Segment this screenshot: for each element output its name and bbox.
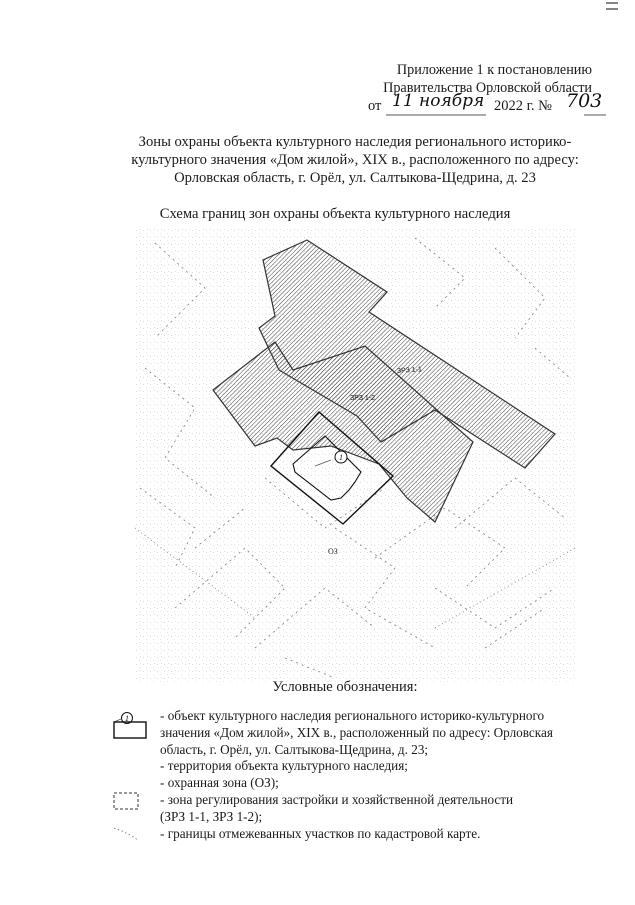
legend-protection-zone-line: - охранная зона (ОЗ); [160,775,279,791]
zone-1-1-label: ЗРЗ 1-1 [396,366,423,375]
scheme-title: Схема границ зон охраны объекта культурного наследия [159,206,511,222]
title-line-2: культурного значения «Дом жилой», XIX в., расположенного по адресу: [131,152,579,168]
svg-text:1: 1 [125,714,129,723]
legend-cadastral-line: - границы отмежеванных участков по кадастровой карте. [160,825,481,841]
legend-item-object [100,708,600,758]
date-day-month: 11 ноября [392,91,485,111]
date-prefix: от [368,98,382,114]
object-number-label: 1 [339,453,343,462]
regulation-zone-icon [100,790,148,810]
legend-regulation-line-1: - зона регулирования застройки и хозяйственной деятельности [160,791,514,807]
decree-number: 703 [566,90,603,112]
appendix-line-2: Правительства Орловской области [383,80,592,96]
legend-item-territory [100,758,600,775]
corner-mark [604,0,620,14]
protection-zone-label: ОЗ [328,547,338,556]
legend-item-regulation-zone [100,792,600,826]
title-line-1: Зоны охраны объекта культурного наследия регионального историко- [138,134,572,150]
legend-regulation-line-2: (ЗРЗ 1-1, ЗРЗ 1-2); [160,808,263,824]
decree-date-line [360,90,603,119]
legend-object-line-3: область, г. Орёл, ул. Салтыкова-Щедрина, д. 23; [160,741,429,757]
title-line-3: Орловская область, г. Орёл, ул. Салтыкова-Щедрина, д. 23 [174,170,536,186]
date-year: 2022 г. № [494,98,553,114]
territory-rect-icon [100,720,148,740]
legend [100,708,600,842]
cadastral-dashes-icon [100,822,148,842]
legend-object-line-1: - объект культурного наследия регионального историко-культурного [160,708,545,723]
protection-zones-map [135,228,575,683]
date-underline [386,113,606,117]
appendix-line-1: Приложение 1 к постановлению [396,62,592,78]
legend-object-line-2: значения «Дом жилой», XIX в., расположенный по адресу: Орловская [160,724,553,740]
legend-territory-line: - территория объекта культурного наследия; [160,758,408,774]
legend-title: Условные обозначения: [272,679,418,695]
zone-1-2-label: ЗРЗ 1-2 [350,395,376,402]
legend-item-protection-zone [100,775,600,792]
legend-item-cadastral [100,826,600,843]
